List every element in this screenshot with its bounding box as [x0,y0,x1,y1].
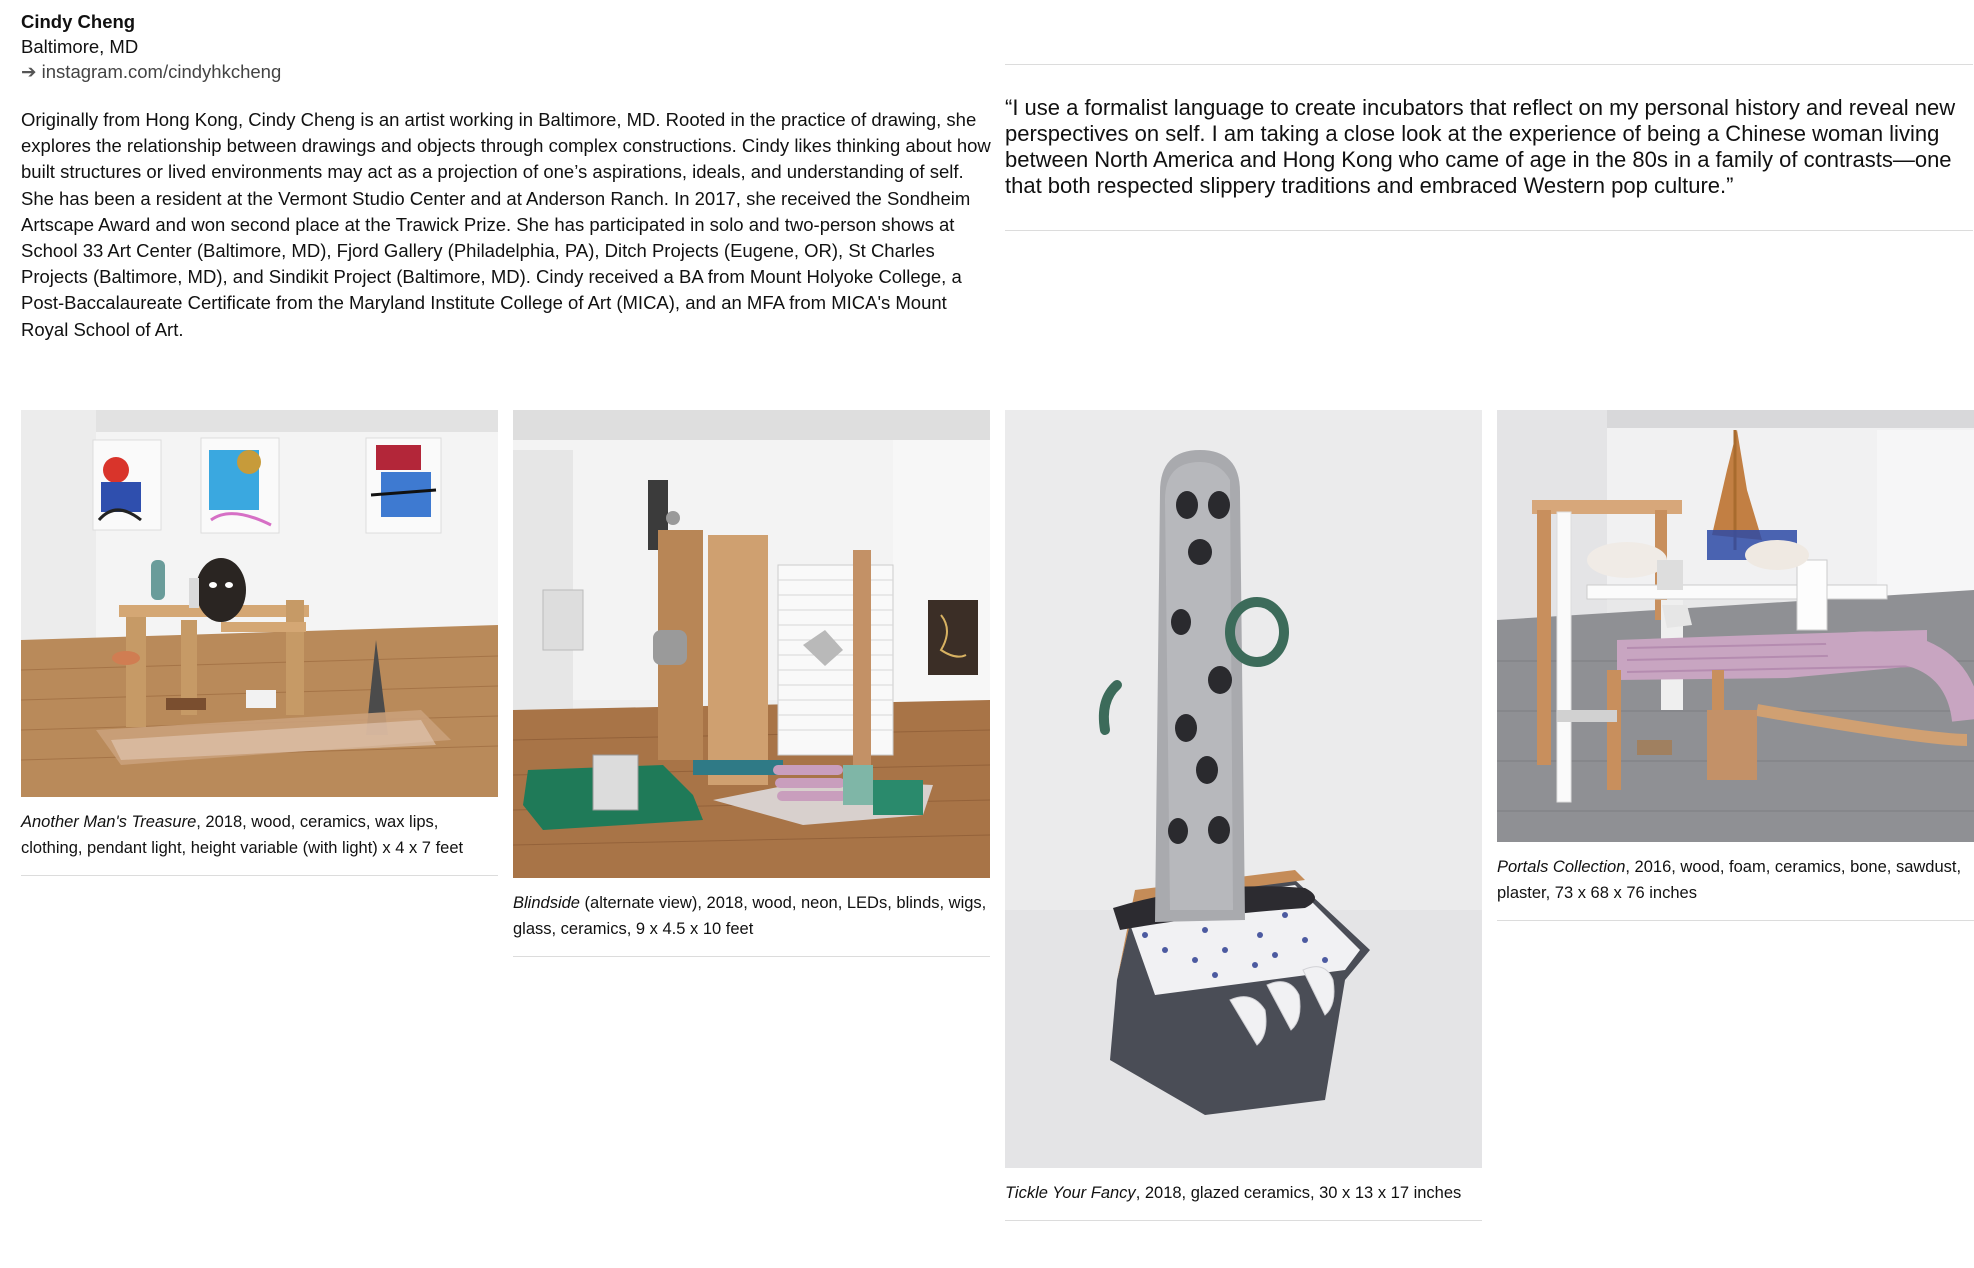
artwork-image[interactable] [1005,410,1482,1168]
artwork-card [21,410,498,876]
instagram-link-text: instagram.com/cindyhkcheng [41,61,282,82]
artwork-caption [1497,842,1974,921]
artwork-image[interactable] [21,410,498,797]
artist-quote: “I use a formalist language to create incubators that reflect on my personal history and reveal new perspectives on self. I am taking a close look at the experience of being a Chinese woman living between North America and Hong Kong who came of age in the 80s in a family of contrasts—one that both respected slippery traditions and embraced Western pop culture.” [1005,95,1956,198]
artist-statement [1005,64,1973,231]
artwork-details: , 2018, glazed ceramics, 30 x 13 x 17 inches [1135,1184,1462,1202]
artist-name: Cindy Cheng [21,11,136,32]
artwork-title: Portals Collection [1497,858,1626,876]
artwork-details: (alternate view), 2018, wood, neon, LEDs, blinds, wigs, glass, ceramics, 9 x 4.5 x 10 feet [513,894,987,938]
artwork-image[interactable] [513,410,990,878]
instagram-link[interactable] [21,59,281,84]
arrow-right-icon: ➔ [21,61,37,82]
artwork-card [1497,410,1974,921]
artist-bio: Originally from Hong Kong, Cindy Cheng is an artist working in Baltimore, MD. Rooted in the practice of drawing, she explores the relationship between drawings and objects through complex constructions. Cindy likes thinking about how built structures or lived environments may act as a projection of one’s aspirations, ideals, and understanding of self. She has been a resident at the Vermont Studio Center and at Anderson Ranch. In 2017, she received the Sondheim Artscape Award and won second place at the Trawick Prize. She has participated in solo and two-person shows at School 33 Art Center (Baltimore, MD), Fjord Gallery (Philadelphia, PA), Ditch Projects (Eugene, OR), St Charles Projects (Baltimore, MD), and Sindikit Project (Baltimore, MD). Cindy received a BA from Mount Holyoke College, a Post-Baccalaureate Certificate from the Maryland Institute College of Art (MICA), and an MFA from MICA's Mount Royal School of Art. [21,109,991,340]
artwork-card [513,410,990,957]
artwork-title: Another Man's Treasure [21,813,197,831]
artwork-card [1005,410,1482,1221]
artwork-details: , 2018, wood, ceramics, wax lips, clothing, pendant light, height variable (with light) x 4 x 7 feet [21,813,464,857]
artwork-caption [1005,1168,1482,1221]
artwork-title: Tickle Your Fancy [1005,1184,1136,1202]
artist-location: Baltimore, MD [21,36,139,57]
artwork-image[interactable] [1497,410,1974,842]
artwork-caption [513,878,990,957]
artwork-details: , 2016, wood, foam, ceramics, bone, sawdust, plaster, 73 x 68 x 76 inches [1497,858,1962,902]
artist-info [21,10,1001,343]
artwork-title: Blindside [513,894,580,912]
artwork-caption [21,797,498,876]
